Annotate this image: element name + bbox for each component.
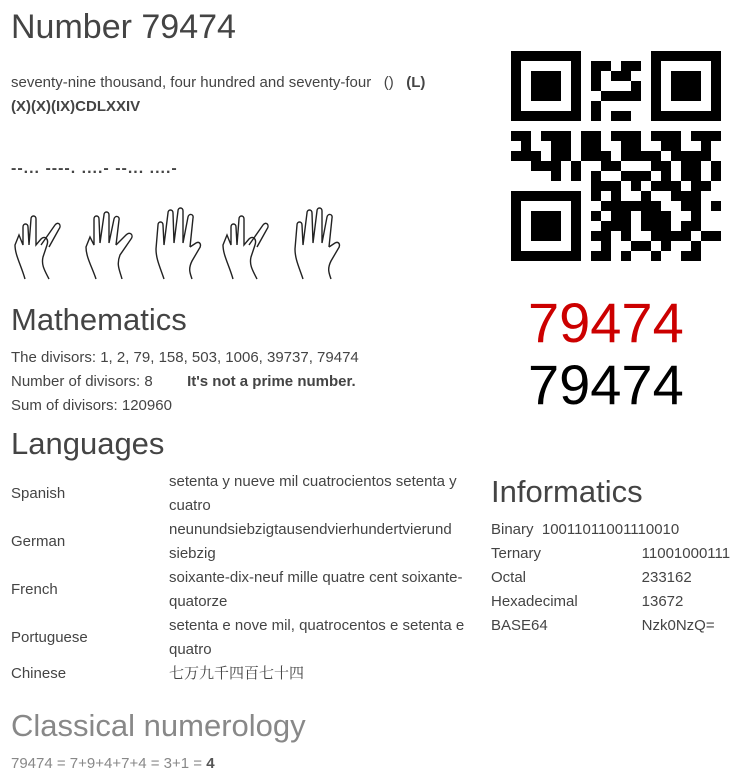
divisor-count: Number of divisors: 8 (11, 373, 153, 390)
language-name: French (11, 581, 58, 598)
language-row (11, 518, 474, 566)
language-name: Chinese (11, 665, 67, 682)
languages-heading: Languages (11, 426, 165, 461)
number-display-red: 79474 (528, 291, 684, 354)
info-row (491, 614, 750, 638)
qr-code-icon (511, 51, 721, 261)
info-label: Octal (491, 569, 527, 586)
english-words: seventy-nine thousand, four hundred and seventy-four (11, 74, 372, 91)
informatics-heading: Informatics (491, 474, 643, 509)
language-text: setenta y nueve mil cuatrocientos setenta y cuatro (169, 473, 457, 514)
language-name: German (11, 533, 66, 550)
numerology-formula: 79474 = 7+9+4+7+4 = 3+1 = (11, 755, 207, 772)
mathematics-heading: Mathematics (11, 302, 187, 337)
info-row (491, 518, 750, 542)
hand-seven-icon (219, 205, 277, 281)
info-row (491, 566, 750, 590)
language-text: 七万九千四百七十四 (169, 665, 305, 682)
roman-numeral-b: (X)(X)(IX)CDLXXIV (11, 98, 141, 115)
morse-code: --... ----. ....- --... ....- (11, 160, 178, 177)
hand-seven-icon (11, 205, 69, 281)
language-row (11, 566, 474, 614)
language-name: Spanish (11, 485, 66, 502)
divisors-text: The divisors: 1, 2, 79, 158, 503, 1006, 39737, 79474 (11, 349, 359, 366)
hand-four-icon (150, 205, 208, 281)
binary-row (491, 518, 750, 542)
info-label: Hexadecimal (491, 593, 578, 610)
hand-four-icon (289, 205, 347, 281)
language-name: Portuguese (11, 629, 88, 646)
info-value: 233162 (641, 569, 692, 586)
info-label: Ternary (491, 545, 542, 562)
hand-nine-icon (80, 205, 138, 281)
info-label: Binary (491, 521, 534, 538)
informatics-table (491, 518, 750, 638)
paren-text: () (383, 74, 394, 91)
language-row (11, 662, 474, 686)
language-text: neunundsiebzigtausendvierhundertvierund siebzig (169, 521, 452, 562)
divisor-sum: Sum of divisors: 120960 (11, 397, 172, 414)
number-words (11, 71, 471, 119)
page-title: Number 79474 (11, 8, 236, 46)
numerology-heading: Classical numerology (11, 708, 306, 743)
language-text: setenta e nove mil, quatrocentos e setenta e quatro (169, 617, 465, 658)
language-row (11, 614, 474, 662)
info-row (491, 590, 750, 614)
roman-numeral-a: (L) (406, 74, 426, 91)
info-row (491, 542, 750, 566)
numerology-line (11, 752, 215, 776)
numerology-result: 4 (206, 755, 215, 772)
hand-signs (11, 205, 354, 281)
language-text: soixante-dix-neuf mille quatre cent soixante-quatorze (169, 569, 463, 610)
info-label: BASE64 (491, 617, 548, 634)
languages-table (11, 470, 474, 686)
info-value: 13672 (641, 593, 684, 610)
info-value: 10011011001110010 (541, 521, 680, 538)
prime-status: It's not a prime number. (187, 373, 356, 390)
number-display-black: 79474 (528, 353, 684, 416)
info-value: 11001000111 (641, 545, 731, 562)
mathematics-section (11, 346, 481, 418)
divisor-count-row (11, 370, 481, 394)
language-row (11, 470, 474, 518)
info-value: Nzk0NzQ= (641, 617, 715, 634)
